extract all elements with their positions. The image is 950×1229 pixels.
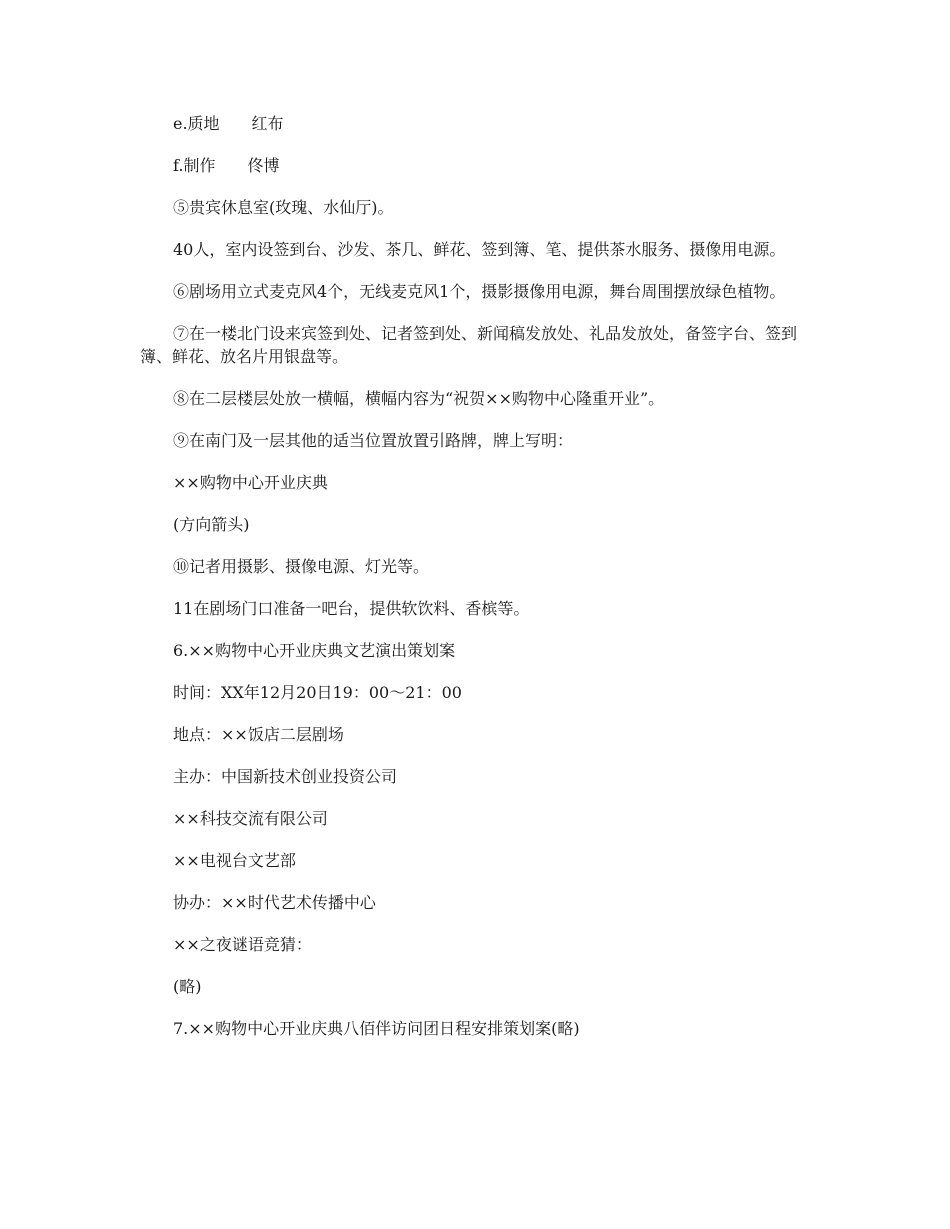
- paragraph: 协办：××时代艺术传播中心: [173, 893, 376, 912]
- paragraph: 11在剧场门口准备一吧台，提供软饮料、香槟等。: [173, 599, 530, 618]
- paragraph: (方向箭头): [173, 515, 250, 534]
- paragraph: 主办：中国新技术创业投资公司: [173, 767, 398, 786]
- paragraph: f.制作 佟博: [173, 156, 280, 175]
- paragraph: ⑤贵宾休息室(玫瑰、水仙厅)。: [173, 198, 394, 217]
- section-heading: 7.××购物中心开业庆典八佰伴访问团日程安排策划案(略): [173, 1019, 580, 1038]
- paragraph: ××科技交流有限公司: [173, 809, 328, 828]
- paragraph: ⑨在南门及一层其他的适当位置放置引路牌，牌上写明：: [173, 431, 574, 450]
- paragraph: ××之夜谜语竞猜：: [173, 935, 312, 954]
- paragraph: 40人，室内设签到台、沙发、茶几、鲜花、签到簿、笔、提供茶水服务、摄像用电源。: [173, 240, 786, 259]
- section-heading: 6.××购物中心开业庆典文艺演出策划案: [173, 641, 456, 660]
- paragraph: e.质地 红布: [173, 114, 284, 133]
- paragraph: (略): [173, 977, 202, 996]
- document-body: [140, 112, 810, 1040]
- paragraph: ⑥剧场用立式麦克风4个，无线麦克风1个，摄影摄像用电源，舞台周围摆放绿色植物。: [173, 282, 786, 301]
- paragraph: 时间：XX年12月20日19：00～21：00: [173, 683, 462, 702]
- paragraph: ⑧在二层楼层处放一横幅，横幅内容为“祝贺××购物中心隆重开业”。: [173, 389, 665, 408]
- paragraph: ××购物中心开业庆典: [173, 473, 328, 492]
- paragraph: 地点：××饭店二层剧场: [173, 725, 344, 744]
- paragraph: ⑩记者用摄影、摄像电源、灯光等。: [173, 557, 430, 576]
- paragraph: ××电视台文艺部: [173, 851, 296, 870]
- paragraph: ⑦在一楼北门设来宾签到处、记者签到处、新闻稿发放处、礼品发放处，备签字台、签到簿、鲜花、放名片用银盘等。: [140, 324, 798, 366]
